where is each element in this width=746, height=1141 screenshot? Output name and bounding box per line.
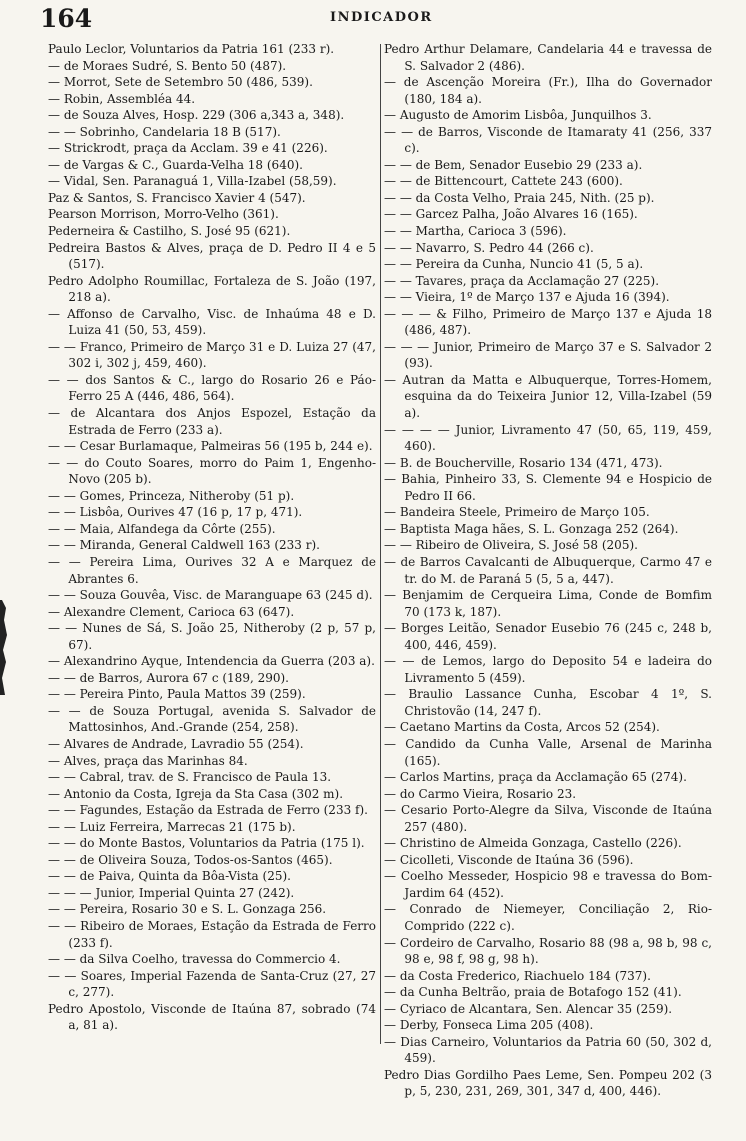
directory-entry: — Alexandrino Ayque, Intendencia da Guerra (203 a). xyxy=(48,654,375,669)
directory-entry: — — Ribeiro de Moraes, Estação da Estrada de Ferro (233 f). xyxy=(48,918,376,950)
ink-blot-mark xyxy=(0,600,8,695)
directory-entry: — Alexandre Clement, Carioca 63 (647). xyxy=(48,604,295,619)
directory-entry: — Robin, Assembléa 44. xyxy=(48,91,196,106)
directory-entry: — Cordeiro de Carvalho, Rosario 88 (98 a, 98 b, 98 c, 98 e, 98 f, 98 g, 98 h). xyxy=(384,935,712,967)
directory-entry: — — — & Filho, Primeiro de Março 137 e Ajuda 18 (486, 487). xyxy=(384,306,712,338)
directory-entry: — — do Monte Bastos, Voluntarios da Patria (175 l). xyxy=(48,836,365,851)
directory-entry: Paz & Santos, S. Francisco Xavier 4 (547). xyxy=(48,190,306,205)
directory-entry: Pederneira & Castilho, S. José 95 (621). xyxy=(48,224,291,239)
directory-entry: — Bandeira Steele, Primeiro de Março 105. xyxy=(384,505,650,520)
directory-entry: — — de Barros, Aurora 67 c (189, 290). xyxy=(48,670,289,685)
directory-entry: — — Gomes, Princeza, Nitheroby (51 p). xyxy=(48,488,295,503)
directory-entry: — Cyriaco de Alcantara, Sen. Alencar 35 (259). xyxy=(384,1001,673,1016)
page-number: 164 xyxy=(40,4,93,33)
left-column xyxy=(48,41,376,1034)
directory-entry: — — Pereira, Rosario 30 e S. L. Gonzaga 256. xyxy=(48,902,327,917)
directory-entry: — do Carmo Vieira, Rosario 23. xyxy=(384,786,577,801)
directory-entry: Pedro Dias Gordilho Paes Leme, Sen. Pompeu 202 (3 p, 5, 230, 231, 269, 301, 347 d, 400, 446). xyxy=(384,1067,712,1099)
directory-entry: Pedro Apostolo, Visconde de Itaúna 87, sobrado (74 a, 81 a). xyxy=(48,1001,376,1033)
directory-entry: — Affonso de Carvalho, Visc. de Inhaúma 48 e D. Luiza 41 (50, 53, 459). xyxy=(48,306,376,338)
directory-entry: — Braulio Lassance Cunha, Escobar 4 1º, S. Christovão (14, 247 f). xyxy=(384,687,712,718)
directory-entry: — Antonio da Costa, Igreja da Sta Casa (302 m). xyxy=(48,786,344,801)
directory-entry: — Morrot, Sete de Setembro 50 (486, 539). xyxy=(48,75,313,90)
column-divider xyxy=(380,44,381,1044)
page-header xyxy=(0,4,746,34)
directory-entry: — — Tavares, praça da Acclamação 27 (225). xyxy=(384,273,660,288)
directory-entry: — de Souza Alves, Hosp. 229 (306 a,343 a, 348). xyxy=(48,108,345,123)
directory-entry: — de Vargas & C., Guarda-Velha 18 (640). xyxy=(48,157,303,172)
directory-entry: — Dias Carneiro, Voluntarios da Patria 60 (50, 302 d, 459). xyxy=(384,1034,712,1066)
directory-entry: — Cicolleti, Visconde de Itaúna 36 (596). xyxy=(384,852,634,867)
directory-entry: — — da Silva Coelho, travessa do Commercio 4. xyxy=(48,952,341,967)
directory-entry: — — Lisbôa, Ourives 47 (16 p, 17 p, 471). xyxy=(48,505,303,520)
directory-entry: — Vidal, Sen. Paranaguá 1, Villa-Izabel (58,59). xyxy=(48,174,337,189)
directory-entry: — — Cesar Burlamaque, Palmeiras 56 (195 b, 244 e). xyxy=(48,439,373,454)
directory-entry: — — dos Santos & C., largo do Rosario 26 e Páo-Ferro 25 A (446, 486, 564). xyxy=(48,372,376,404)
directory-entry: — Benjamim de Cerqueira Lima, Conde de Bomfim 70 (173 k, 187). xyxy=(384,588,712,619)
directory-entry: — — Luiz Ferreira, Marrecas 21 (175 b). xyxy=(48,819,296,834)
directory-entry: — de Moraes Sudré, S. Bento 50 (487). xyxy=(48,58,287,73)
directory-entry: — — de Bem, Senador Eusebio 29 (233 a). xyxy=(384,157,643,172)
directory-entry: — — da Costa Velho, Praia 245, Nith. (25 p). xyxy=(384,190,655,205)
directory-entry: — Derby, Fonseca Lima 205 (408). xyxy=(384,1018,594,1033)
directory-entry: — Strickrodt, praça da Acclam. 39 e 41 (226). xyxy=(48,141,328,156)
running-head: INDICADOR xyxy=(330,10,433,25)
directory-entry: — da Cunha Beltrão, praia de Botafogo 152 (41). xyxy=(384,985,682,1000)
directory-entry: — — Garcez Palha, João Alvares 16 (165). xyxy=(384,207,638,222)
directory-entry: — — Sobrinho, Candelaria 18 B (517). xyxy=(48,124,281,139)
directory-entry: — Baptista Maga hães, S. L. Gonzaga 252 (264). xyxy=(384,521,679,536)
directory-entry: — Borges Leitão, Senador Eusebio 76 (245 c, 248 b, 400, 446, 459). xyxy=(384,621,712,652)
directory-entry: — Autran da Matta e Albuquerque, Torres-Homem, esquina da do Teixeira Junior 12, Villa-Izabel (59 a). xyxy=(384,372,712,421)
directory-entry: — Alves, praça das Marinhas 84. xyxy=(48,753,248,768)
directory-entry: — Carlos Martins, praça da Acclamação 65 (274). xyxy=(384,770,687,785)
directory-entry: — Cesario Porto-Alegre da Silva, Visconde de Itaúna 257 (480). xyxy=(384,803,712,834)
directory-entry: — de Alcantara dos Anjos Espozel, Estação da Estrada de Ferro (233 a). xyxy=(48,406,376,437)
directory-entry: Pearson Morrison, Morro-Velho (361). xyxy=(48,207,279,222)
directory-entry: — — — Junior, Imperial Quinta 27 (242). xyxy=(48,885,295,900)
directory-entry: — Christino de Almeida Gonzaga, Castello (226). xyxy=(384,836,682,851)
directory-entry: Pedro Adolpho Roumillac, Fortaleza de S. João (197, 218 a). xyxy=(48,273,376,305)
directory-entry: Pedreira Bastos & Alves, praça de D. Pedro II 4 e 5 (517). xyxy=(48,240,376,272)
directory-entry: — — Pereira Pinto, Paula Mattos 39 (259). xyxy=(48,687,306,702)
directory-entry: — Bahia, Pinheiro 33, S. Clemente 94 e Hospicio de Pedro II 66. xyxy=(384,472,712,503)
directory-entry: — — de Bittencourt, Cattete 243 (600). xyxy=(384,174,623,189)
directory-entry: — — de Souza Portugal, avenida S. Salvador de Mattosinhos, And.-Grande (254, 258). xyxy=(48,703,376,735)
directory-entry: — Conrado de Niemeyer, Conciliação 2, Rio-Comprido (222 c). xyxy=(384,902,712,933)
directory-entry: — — — — Junior, Livramento 47 (50, 65, 119, 459, 460). xyxy=(384,422,712,454)
directory-entry: — — de Paiva, Quinta da Bôa-Vista (25). xyxy=(48,869,291,884)
directory-entry: — Candido da Cunha Valle, Arsenal de Marinha (165). xyxy=(384,736,712,768)
directory-entry: Pedro Arthur Delamare, Candelaria 44 e travessa de S. Salvador 2 (486). xyxy=(384,42,712,73)
directory-entry: — Coelho Messeder, Hospicio 98 e travessa do Bom-Jardim 64 (452). xyxy=(384,869,712,900)
directory-entry: — — — Junior, Primeiro de Março 37 e S. Salvador 2 (93). xyxy=(384,339,712,371)
directory-entry: Paulo Leclor, Voluntarios da Patria 161 (233 r). xyxy=(48,42,335,56)
directory-entry: — — Navarro, S. Pedro 44 (266 c). xyxy=(384,240,594,255)
directory-entry: — — Miranda, General Caldwell 163 (233 r). xyxy=(48,538,320,553)
directory-entry: — de Ascenção Moreira (Fr.), Ilha do Governador (180, 184 a). xyxy=(384,75,712,106)
directory-entry: — — Pereira da Cunha, Nuncio 41 (5, 5 a). xyxy=(384,257,644,272)
directory-entry: — — Fagundes, Estação da Estrada de Ferro (233 f). xyxy=(48,803,368,818)
directory-entry: — — Martha, Carioca 3 (596). xyxy=(384,224,567,239)
directory-entry: — Augusto de Amorim Lisbôa, Junquilhos 3. xyxy=(384,108,652,123)
directory-entry: — — Franco, Primeiro de Março 31 e D. Luiza 27 (47, 302 i, 302 j, 459, 460). xyxy=(48,339,376,371)
directory-entry: — Alvares de Andrade, Lavradio 55 (254). xyxy=(48,736,304,751)
directory-entry: — — Maia, Alfandega da Côrte (255). xyxy=(48,521,276,536)
directory-entry: — — de Oliveira Souza, Todos-os-Santos (465). xyxy=(48,852,333,867)
directory-entry: — — de Barros, Visconde de Itamaraty 41 (256, 337 c). xyxy=(384,124,712,156)
directory-entry: — de Barros Cavalcanti de Albuquerque, Carmo 47 e tr. do M. de Paraná 5 (5, 5 a, 447). xyxy=(384,554,712,586)
directory-entry: — — de Lemos, largo do Deposito 54 e ladeira do Livramento 5 (459). xyxy=(384,654,712,685)
directory-entry: — — do Couto Soares, morro do Paim 1, Engenho-Novo (205 b). xyxy=(48,455,376,487)
directory-entry: — — Pereira Lima, Ourives 32 A e Marquez de Abrantes 6. xyxy=(48,554,376,586)
directory-entry: — — Nunes de Sá, S. João 25, Nitheroby (2 p, 57 p, 67). xyxy=(48,621,376,652)
directory-entry: — Caetano Martins da Costa, Arcos 52 (254). xyxy=(384,720,660,735)
directory-entry: — — Cabral, trav. de S. Francisco de Paula 13. xyxy=(48,770,332,785)
directory-entry: — — Ribeiro de Oliveira, S. José 58 (205). xyxy=(384,538,638,553)
directory-entry: — — Souza Gouvêa, Visc. de Maranguape 63 (245 d). xyxy=(48,588,373,603)
directory-entry: — — Vieira, 1º de Março 137 e Ajuda 16 (394). xyxy=(384,290,670,305)
directory-entry: — — Soares, Imperial Fazenda de Santa-Cruz (27, 27 c, 277). xyxy=(48,968,376,1000)
directory-entry: — B. de Boucherville, Rosario 134 (471, 473). xyxy=(384,455,663,470)
directory-entry: — da Costa Frederico, Riachuelo 184 (737). xyxy=(384,968,651,983)
right-column xyxy=(384,41,712,1100)
